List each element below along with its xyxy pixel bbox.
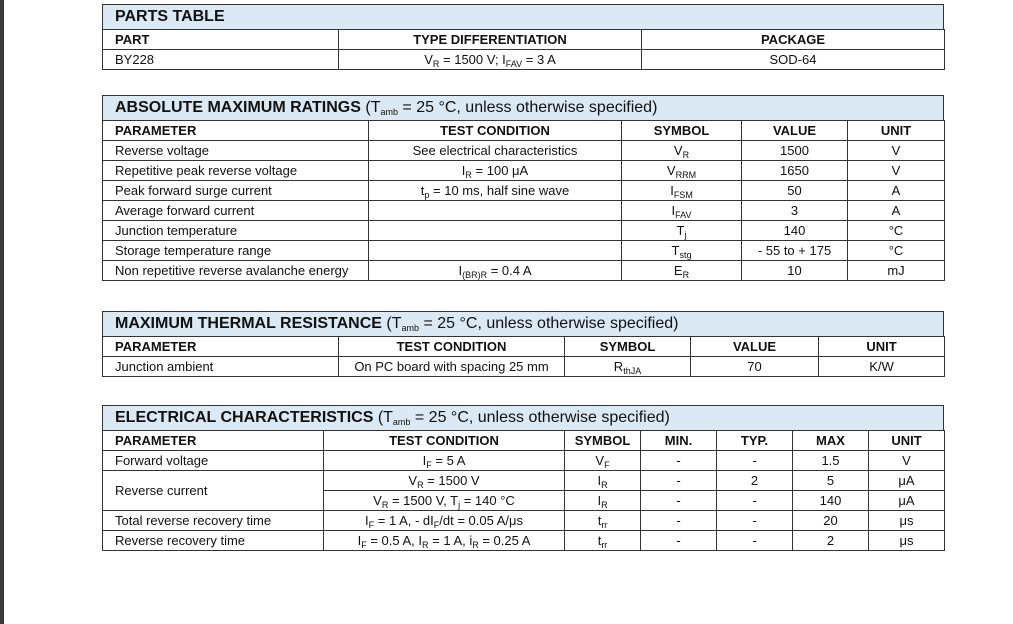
header-parameter: PARAMETER [103, 121, 369, 141]
header-unit: UNIT [819, 337, 945, 357]
parameter-cell: Total reverse recovery time [103, 511, 324, 531]
symbol-cell: $E_R$ [622, 261, 742, 281]
unit-cell: μs [869, 511, 945, 531]
type-cell: $V_R = 1500$ V; $I_{FAV} = 3$ A [339, 50, 642, 70]
value-cell: 1500 [742, 141, 848, 161]
value-cell: 1650 [742, 161, 848, 181]
unit-cell: V [848, 141, 945, 161]
max-cell: 5 [793, 471, 869, 491]
condition-cell: $V_R = 1500$ V [324, 471, 565, 491]
value-cell: 70 [691, 357, 819, 377]
table-row [103, 357, 945, 377]
header-value: VALUE [691, 337, 819, 357]
table-row [103, 201, 945, 221]
unit-cell: A [848, 201, 945, 221]
typ-cell: - [717, 511, 793, 531]
header-unit: UNIT [848, 121, 945, 141]
unit-cell: °C [848, 241, 945, 261]
parameter-cell: Non repetitive reverse avalanche energy [103, 261, 369, 281]
table-row [103, 141, 945, 161]
table-row [103, 181, 945, 201]
parameter-cell: Junction temperature [103, 221, 369, 241]
electrical-table [102, 430, 945, 551]
symbol-cell: $t_{rr}$ [565, 511, 641, 531]
condition-cell [369, 201, 622, 221]
table-row [103, 161, 945, 181]
header-min: MIN. [641, 431, 717, 451]
table-row [103, 221, 945, 241]
electrical-characteristics-section [102, 405, 944, 551]
max-cell: 1.5 [793, 451, 869, 471]
value-cell: 10 [742, 261, 848, 281]
symbol-cell: $T_{stg}$ [622, 241, 742, 261]
header-symbol: SYMBOL [565, 337, 691, 357]
parameter-cell: Reverse current [103, 471, 324, 511]
condition-cell [369, 241, 622, 261]
unit-cell: V [848, 161, 945, 181]
typ-cell: - [717, 491, 793, 511]
symbol-cell: $V_R$ [622, 141, 742, 161]
header-package: PACKAGE [642, 30, 945, 50]
unit-cell: μA [869, 491, 945, 511]
parameter-cell: Junction ambient [103, 357, 339, 377]
unit-cell: V [869, 451, 945, 471]
condition-cell [369, 221, 622, 241]
parameter-cell: Reverse voltage [103, 141, 369, 161]
header-symbol: SYMBOL [565, 431, 641, 451]
unit-cell: K/W [819, 357, 945, 377]
parts-table-section [102, 4, 944, 70]
parameter-cell: Storage temperature range [103, 241, 369, 261]
symbol-cell: $I_R$ [565, 471, 641, 491]
table-row [103, 511, 945, 531]
unit-cell: μA [869, 471, 945, 491]
table-row [103, 241, 945, 261]
parameter-cell: Average forward current [103, 201, 369, 221]
max-cell: 140 [793, 491, 869, 511]
symbol-cell: $R_{thJA}$ [565, 357, 691, 377]
parts-table-title: PARTS TABLE [102, 4, 944, 29]
abs-max-title: ABSOLUTE MAXIMUM RATINGS ($T_{amb} = 25$ °C, unless otherwise specified) [102, 95, 944, 120]
value-cell: - 55 to + 175 [742, 241, 848, 261]
header-parameter: PARAMETER [103, 431, 324, 451]
min-cell: - [641, 511, 717, 531]
package-cell: SOD-64 [642, 50, 945, 70]
condition-cell: $V_R = 1500$ V, $T_j = 140$ °C [324, 491, 565, 511]
condition-cell: On PC board with spacing 25 mm [339, 357, 565, 377]
unit-cell: A [848, 181, 945, 201]
table-row [103, 451, 945, 471]
symbol-cell: $t_{rr}$ [565, 531, 641, 551]
min-cell: - [641, 531, 717, 551]
condition-cell: $I_F = 0.5$ A, $I_R = 1$ A, $i_R = 0.25$ A [324, 531, 565, 551]
value-cell: 50 [742, 181, 848, 201]
condition-cell: $I_{(BR)R} = 0.4$ A [369, 261, 622, 281]
header-typ: TYP. [717, 431, 793, 451]
part-cell: BY228 [103, 50, 339, 70]
header-unit: UNIT [869, 431, 945, 451]
typ-cell: - [717, 531, 793, 551]
table-row [103, 261, 945, 281]
table-row [103, 531, 945, 551]
unit-cell: mJ [848, 261, 945, 281]
typ-cell: - [717, 451, 793, 471]
min-cell: - [641, 491, 717, 511]
condition-cell: $I_F = 1$ A, - $dI_F/dt = 0.05$ A/μs [324, 511, 565, 531]
header-test-condition: TEST CONDITION [324, 431, 565, 451]
condition-cell: $I_F = 5$ A [324, 451, 565, 471]
unit-cell: °C [848, 221, 945, 241]
thermal-title: MAXIMUM THERMAL RESISTANCE ($T_{amb} = 25$ °C, unless otherwise specified) [102, 311, 944, 336]
value-cell: 3 [742, 201, 848, 221]
symbol-cell: $V_F$ [565, 451, 641, 471]
header-parameter: PARAMETER [103, 337, 339, 357]
condition-cell: $t_p = 10$ ms, half sine wave [369, 181, 622, 201]
header-test-condition: TEST CONDITION [339, 337, 565, 357]
value-cell: 140 [742, 221, 848, 241]
parameter-cell: Peak forward surge current [103, 181, 369, 201]
abs-max-table [102, 120, 945, 281]
parameter-cell: Repetitive peak reverse voltage [103, 161, 369, 181]
header-max: MAX [793, 431, 869, 451]
unit-cell: μs [869, 531, 945, 551]
symbol-cell: $T_j$ [622, 221, 742, 241]
table-row [103, 471, 945, 491]
parameter-cell: Reverse recovery time [103, 531, 324, 551]
header-symbol: SYMBOL [622, 121, 742, 141]
max-cell: 2 [793, 531, 869, 551]
electrical-title: ELECTRICAL CHARACTERISTICS ($T_{amb} = 25$ °C, unless otherwise specified) [102, 405, 944, 430]
table-row [103, 50, 945, 70]
thermal-resistance-section [102, 311, 944, 377]
window-edge [0, 0, 4, 624]
min-cell: - [641, 471, 717, 491]
condition-cell: $I_R = 100$ μA [369, 161, 622, 181]
min-cell: - [641, 451, 717, 471]
parameter-cell: Forward voltage [103, 451, 324, 471]
condition-cell: See electrical characteristics [369, 141, 622, 161]
symbol-cell: $I_{FAV}$ [622, 201, 742, 221]
symbol-cell: $V_{RRM}$ [622, 161, 742, 181]
parts-table [102, 29, 945, 70]
max-cell: 20 [793, 511, 869, 531]
header-type-differentiation: TYPE DIFFERENTIATION [339, 30, 642, 50]
header-part: PART [103, 30, 339, 50]
header-test-condition: TEST CONDITION [369, 121, 622, 141]
thermal-table [102, 336, 945, 377]
header-value: VALUE [742, 121, 848, 141]
symbol-cell: $I_{FSM}$ [622, 181, 742, 201]
absolute-max-ratings-section [102, 95, 944, 281]
typ-cell: 2 [717, 471, 793, 491]
symbol-cell: $I_R$ [565, 491, 641, 511]
